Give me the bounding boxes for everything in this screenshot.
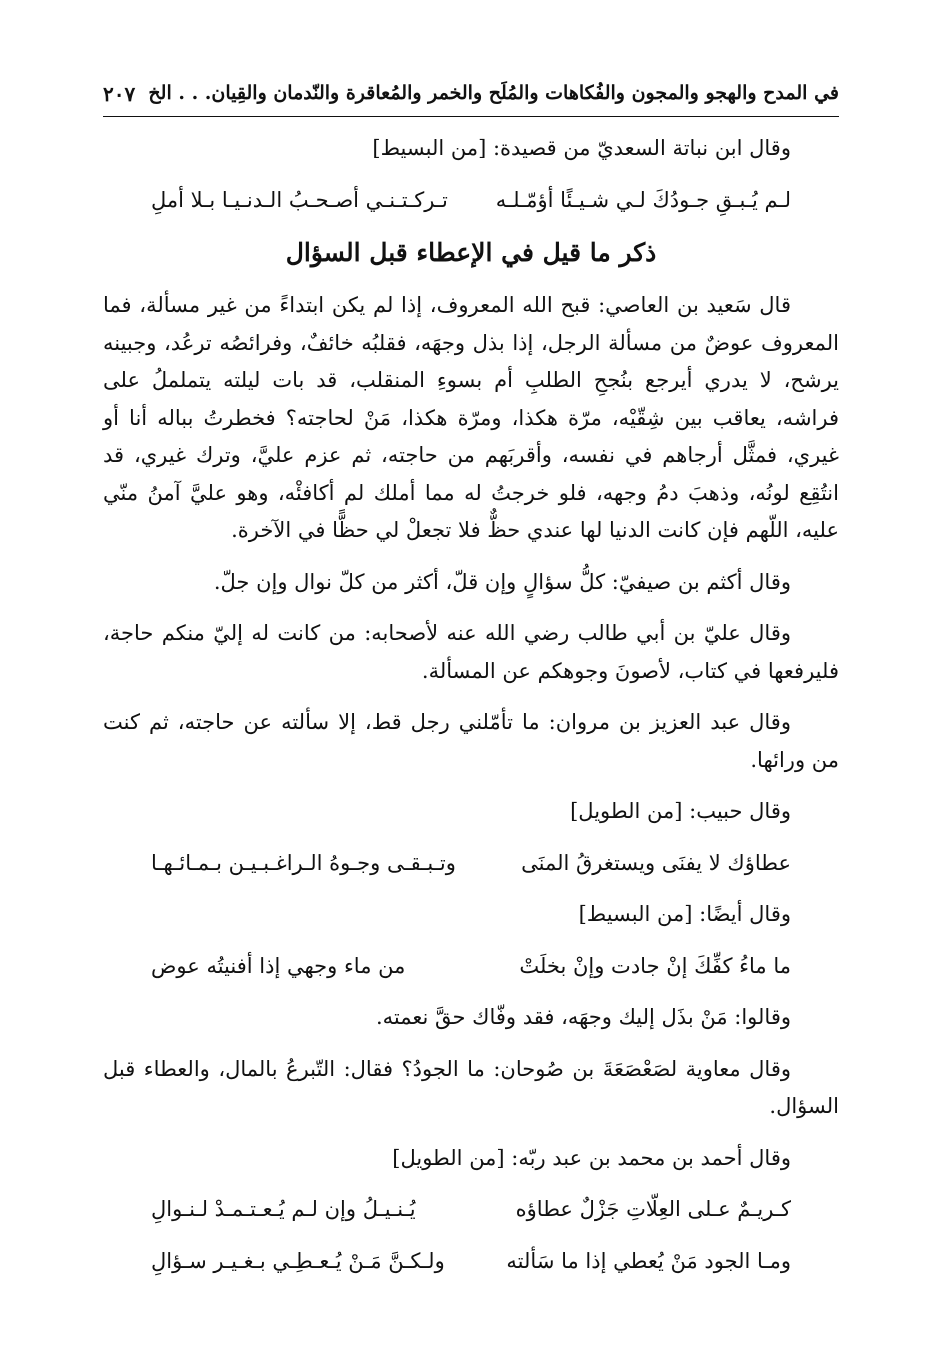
verse-first-hemistich: عطاؤك لا يفنَى ويستغرقُ المنَى (521, 850, 791, 875)
verse-second-hemistich: تـركـتـنـي أصـحـبُ الـدنـيـا بـلا أملِ (151, 187, 448, 212)
verse-line (103, 182, 839, 220)
paragraph: وقال عليّ بن أبي طالب رضي الله عنه لأصحابه: من كانت له إليّ منكم حاجة، فليرفعها في كتاب، لأصونَ وجوهكم عن المسألة. (103, 621, 839, 683)
poem-attribution: وقال ابن نباتة السعديّ من قصيدة: [من البسيط] (372, 136, 791, 160)
verse-first-hemistich: ما ماءُ كفِّكَ إنْ جادت وإنْ بخلَتْ (519, 953, 791, 978)
running-title: في المدح والهجو والمجون والفُكاهات والمُلَح والخمر والمُعاقرة والنّدمان والقِيان. . . الخ (148, 82, 839, 104)
poem-attribution: وقال حبيب: [من الطويل] (570, 799, 791, 823)
verse-first-hemistich: لـم يُـبـقِ جـودُكَ لـي شـيـئًا أؤمّـلـه (495, 187, 791, 212)
verse-line (103, 845, 839, 883)
verse-first-hemistich: ومـا الجود مَنْ يُعطي إذا ما سَألته (506, 1248, 791, 1273)
verse-second-hemistich: يُـنـيـلُ وإن لـم يُـعـتـمـدْ لـنـوالِ (151, 1197, 416, 1221)
section-heading: ذكر ما قيل في الإعطاء قبل السؤال (285, 238, 657, 267)
paragraph: وقالوا: مَنْ بذَل إليك وجهَه، فقد وفّاك حقَّ نعمته. (375, 1005, 791, 1029)
verse-line (103, 1243, 839, 1281)
page-number: ٢٠٧ (103, 82, 136, 106)
verse-first-hemistich: كـريـمٌ عـلى العِلّاتِ جَزْلٌ عطاؤه (515, 1197, 791, 1221)
page-body (103, 130, 839, 1294)
paragraph: وقال أكثم بن صيفيّ: كلُّ سؤالٍ وإن قلّ، أكثر من كلّ نوال وإن جلّ. (213, 569, 791, 594)
paragraph: وقال معاوية لصَعْصَعَةَ بن صُوحان: ما الجودُ؟ فقال: التّبرعُ بالمال، والعطاء قبل السؤال. (103, 1056, 839, 1118)
verse-line (103, 948, 839, 986)
poem-attribution: وقال أحمد بن محمد بن عبد ربّه: [من الطويل] (392, 1145, 791, 1170)
paragraph: قال سَعيد بن العاصي: قبح الله المعروف، إذا لم يكن ابتداءً من غير مسألة، فما المعروف عوضٌ من مسألة الرجل، إذا بذل وجهَه، فقلبُه خائفٌ، وفرائصُه ترعُد، وجبينه يرشح، لا يدري أيرجع بنُجحِ الطلبِ أم بسوءِ المنقلب، قد بات ليلته يتململُ على فراشه، يعاقب بين شِقّيْه، مرّة هكذا، ومرّة هكذا، مَنْ لحاجته؟ فخطرتُ بباله أنا أو غيري، فمثَّل أرجاهم في نفسه، وأقربَهم من حاجته، ثم عزم عليَّ، وترك غيري، قد انتُقِع لونُه، وذهبَ دمُ وجهه، فلو خرجتُ له مما أملك لم أكافئْه، وهو عليَّ آمنُ منّي عليه، اللّهم فإن كانت الدنيا لها عندي حظٌّ فلا تجعلْ لي حظًّا في الآخرة. (103, 293, 839, 542)
verse-second-hemistich: من ماء وجهي إذا أفنيتُه عوض (151, 953, 406, 978)
verse-second-hemistich: وتـبـقـى وجـوهُ الـراغـبـيـن بـمـائـهـا (151, 850, 456, 875)
page-header (103, 82, 839, 117)
verse-line (103, 1191, 839, 1229)
paragraph: وقال عبد العزيز بن مروان: ما تأمّلني رجل قط، إلا سألته عن حاجته، ثم كنت من ورائها. (103, 710, 839, 772)
poem-attribution: وقال أيضًا: [من البسيط] (578, 902, 791, 926)
verse-second-hemistich: ولـكـنَّ مَـنْ يُـعـطِـي بـغـيـر سـؤالِ (151, 1248, 445, 1273)
